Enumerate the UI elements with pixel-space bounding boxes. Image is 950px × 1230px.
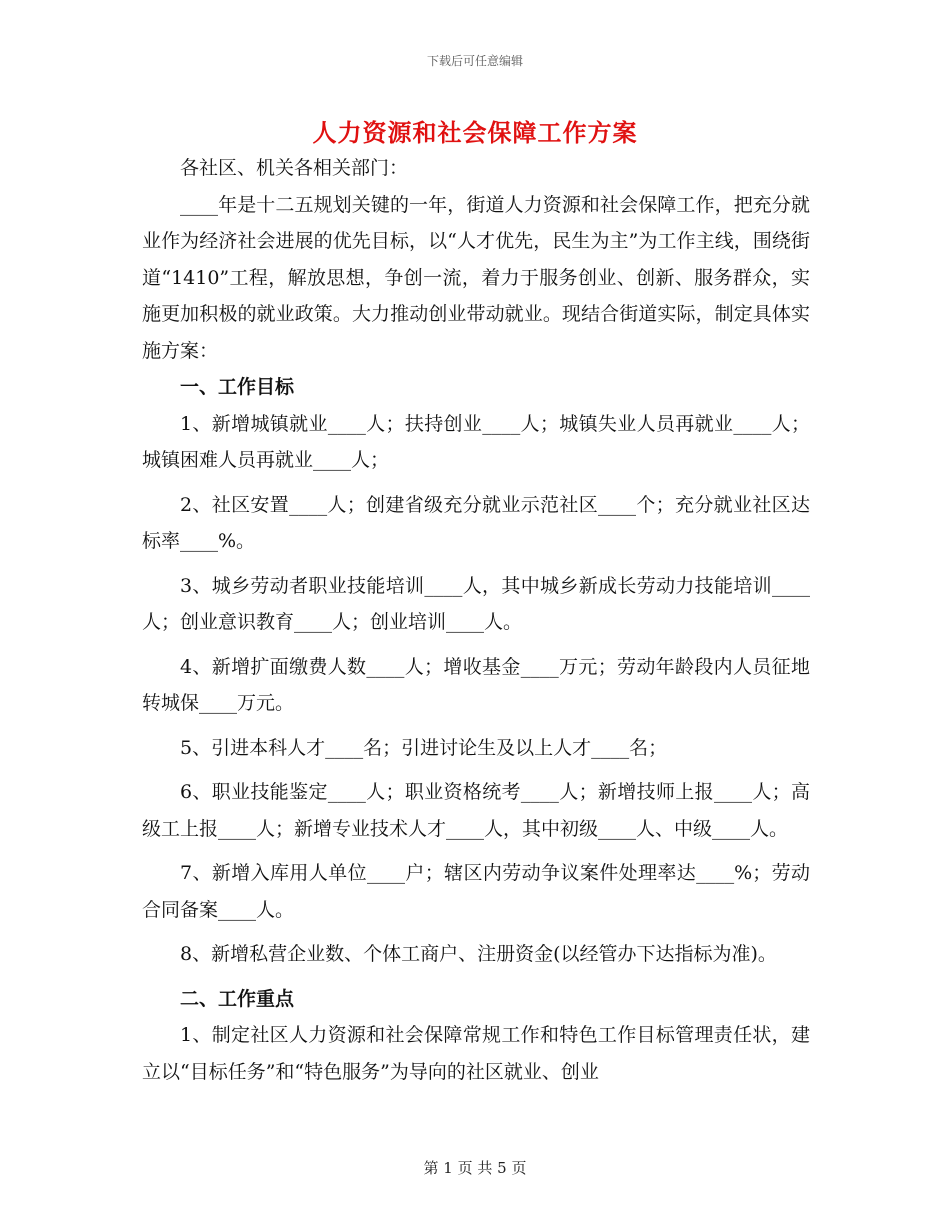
goal-item-4: 4、新增扩面缴费人数____人；增收基金____万元；劳动年龄段内人员征地转城保____万元。 <box>142 655 810 714</box>
intro-paragraph: ____年是十二五规划关键的一年，街道人力资源和社会保障工作，把充分就业作为经济社会进展的优先目标，以“人才优先，民生为主”为工作主线，围绕街道“1410”工程，解放思想，争创一流，着力于服务创业、创新、服务群众，实施更加积极的就业政策。大力推动创业带动就业。现结合街道实际，制定具体实施方案： <box>142 193 810 362</box>
document-title: 人力资源和社会保障工作方案 <box>312 118 638 147</box>
page-number: 第 1 页 共 5 页 <box>423 1159 527 1177</box>
document-body <box>142 150 810 1090</box>
goal-item-8: 8、新增私营企业数、个体工商户、注册资金(以经管办下达指标为准)。 <box>180 943 777 965</box>
goal-item-2: 2、社区安置____人；创建省级充分就业示范社区____个；充分就业社区达标率____%。 <box>142 493 810 552</box>
goal-item-7: 7、新增入库用人单位____户；辖区内劳动争议案件处理率达____%；劳动合同备案____人。 <box>142 862 810 921</box>
goal-item-5: 5、引进本科人才____名；引进讨论生及以上人才____名； <box>180 736 668 759</box>
salutation: 各社区、机关各相关部门： <box>180 157 409 179</box>
header-note: 下载后可任意编辑 <box>426 54 523 68</box>
goal-item-3: 3、城乡劳动者职业技能培训____人，其中城乡新成长劳动力技能培训____人；创业意识教育____人；创业培训____人。 <box>142 574 810 633</box>
section-heading-goals: 一、工作目标 <box>180 376 295 398</box>
goal-item-6: 6、职业技能鉴定____人；职业资格统考____人；新增技师上报____人；高级工上报____人；新增专业技术人才____人，其中初级____人、中级____人。 <box>142 781 810 840</box>
focus-item-1: 1、制定社区人力资源和社会保障常规工作和特色工作目标管理责任状，建立以“目标任务”和“特色服务”为导向的社区就业、创业 <box>142 1024 810 1083</box>
goal-item-1: 1、新增城镇就业____人；扶持创业____人；城镇失业人员再就业____人；城镇困难人员再就业____人； <box>142 412 810 471</box>
section-heading-focus: 二、工作重点 <box>180 987 295 1010</box>
